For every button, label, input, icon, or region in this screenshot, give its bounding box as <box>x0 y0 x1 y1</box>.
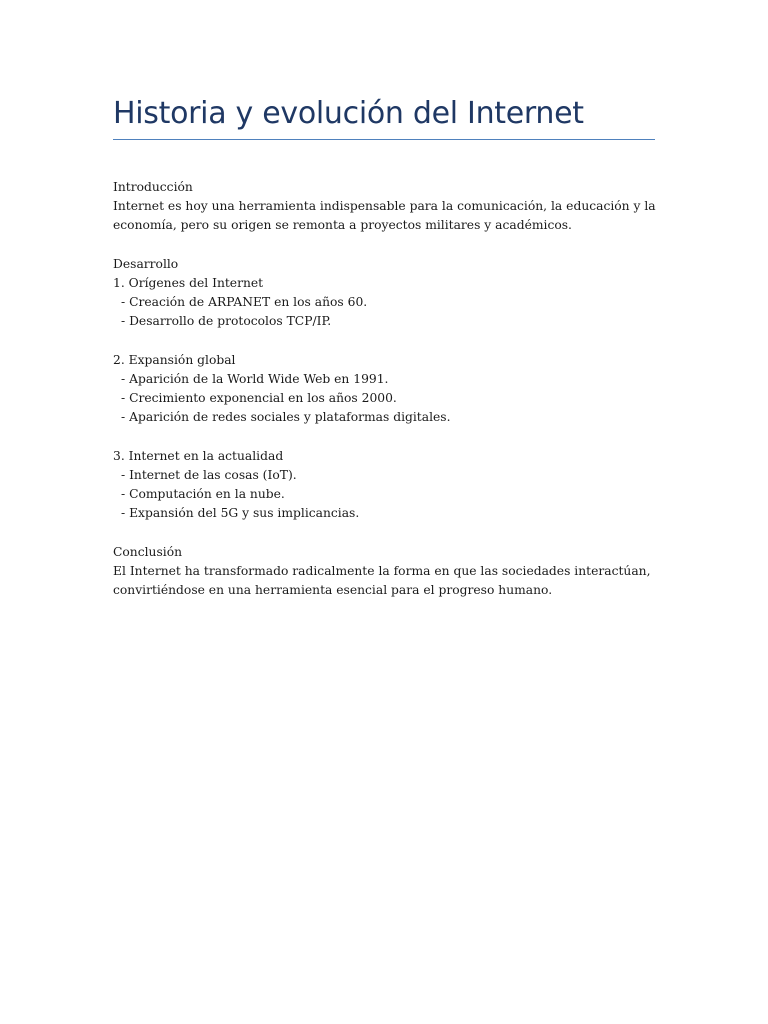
section-title: 3. Internet en la actualidad <box>113 448 284 463</box>
title-underline <box>113 139 655 140</box>
list-item: - Computación en la nube. <box>121 487 285 502</box>
list-item: - Crecimiento exponencial en los años 2000. <box>121 391 397 406</box>
development-heading: Desarrollo <box>113 256 179 271</box>
paragraph-spacer <box>113 332 658 351</box>
list-item: - Creación de ARPANET en los años 60. <box>121 295 368 310</box>
section-title: 1. Orígenes del Internet <box>113 276 264 290</box>
paragraph-spacer <box>113 524 658 543</box>
list-item: - Desarrollo de protocolos TCP/IP. <box>121 314 332 329</box>
conclusion-heading: Conclusión <box>113 544 183 559</box>
intro-heading: Introducción <box>113 180 193 194</box>
paragraph-spacer <box>113 236 658 255</box>
list-item: - Expansión del 5G y sus implicancias. <box>121 506 360 521</box>
list-item: - Aparición de redes sociales y plataformas digitales. <box>121 410 451 425</box>
conclusion-paragraph: El Internet ha transformado radicalmente la forma en que las sociedades interactúan, convirtiéndose en una herramienta esencial para el progreso humano. <box>113 564 651 598</box>
document-body <box>113 178 658 600</box>
list-item: - Aparición de la World Wide Web en 1991. <box>121 372 389 386</box>
list-item: - Internet de las cosas (IoT). <box>121 468 297 482</box>
intro-paragraph: Internet es hoy una herramienta indispensable para la comunicación, la educación y la economía, pero su origen se remonta a proyectos militares y académicos. <box>113 199 656 233</box>
section-title: 2. Expansión global <box>113 352 236 367</box>
paragraph-spacer <box>113 428 658 447</box>
page-title: Historia y evolución del Internet <box>113 96 584 131</box>
